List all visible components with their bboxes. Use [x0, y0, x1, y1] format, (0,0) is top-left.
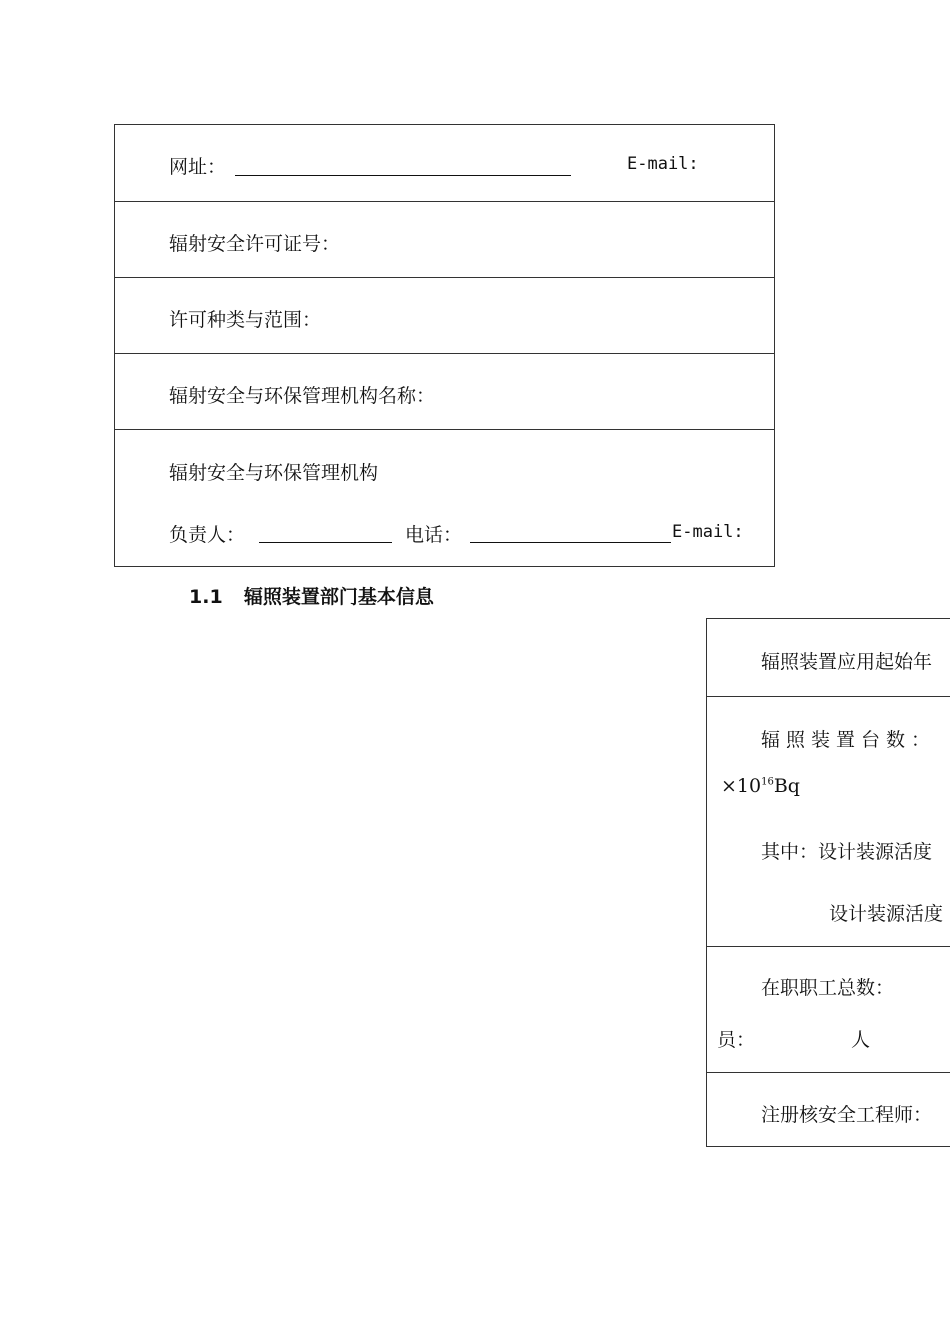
person-label: 负责人：: [169, 524, 246, 546]
engineer-label: 注册核安全工程师：: [761, 1104, 933, 1126]
section-number: 1.1: [189, 586, 223, 608]
scope-label: 许可种类与范围：: [169, 309, 322, 331]
website-field[interactable]: [235, 157, 571, 176]
section-heading: [189, 582, 434, 609]
org-name-row: [115, 353, 774, 429]
start-year-row: [707, 619, 950, 696]
staff-total-label: 在职职工总数：: [761, 977, 895, 999]
email2-label: E-mail:: [672, 522, 744, 542]
design-activity-2: 设计装源活度: [829, 903, 944, 925]
engineer-row: [707, 1072, 950, 1148]
phone-label: 电话：: [405, 524, 463, 546]
license-row: [115, 201, 774, 277]
section-title: 辐照装置部门基本信息: [243, 586, 434, 608]
website-label: 网址：: [169, 156, 227, 178]
staff-row: [707, 946, 950, 1072]
device-info-table: [706, 618, 950, 1147]
email-label: E-mail:: [627, 154, 699, 174]
phone-field[interactable]: [470, 524, 671, 543]
activity-unit: $\times 10^{16}Bq$: [721, 775, 800, 797]
person-field[interactable]: [259, 524, 392, 543]
org-contact-row: [115, 429, 774, 566]
device-count-label: 辐照装置台数：: [761, 729, 937, 751]
staff-member-label: 员：: [717, 1029, 756, 1051]
contact-info-table: [114, 124, 775, 567]
person-unit: 人: [851, 1029, 871, 1051]
org-label: 辐射安全与环保管理机构: [169, 462, 379, 484]
website-row: [115, 125, 774, 201]
license-label: 辐射安全许可证号：: [169, 233, 341, 255]
start-year-label: 辐照装置应用起始年: [761, 651, 933, 673]
device-count-row: [707, 696, 950, 946]
design-activity-1: 其中：设计装源活度: [761, 841, 933, 863]
org-name-label: 辐射安全与环保管理机构名称：: [169, 385, 436, 407]
scope-row: [115, 277, 774, 353]
